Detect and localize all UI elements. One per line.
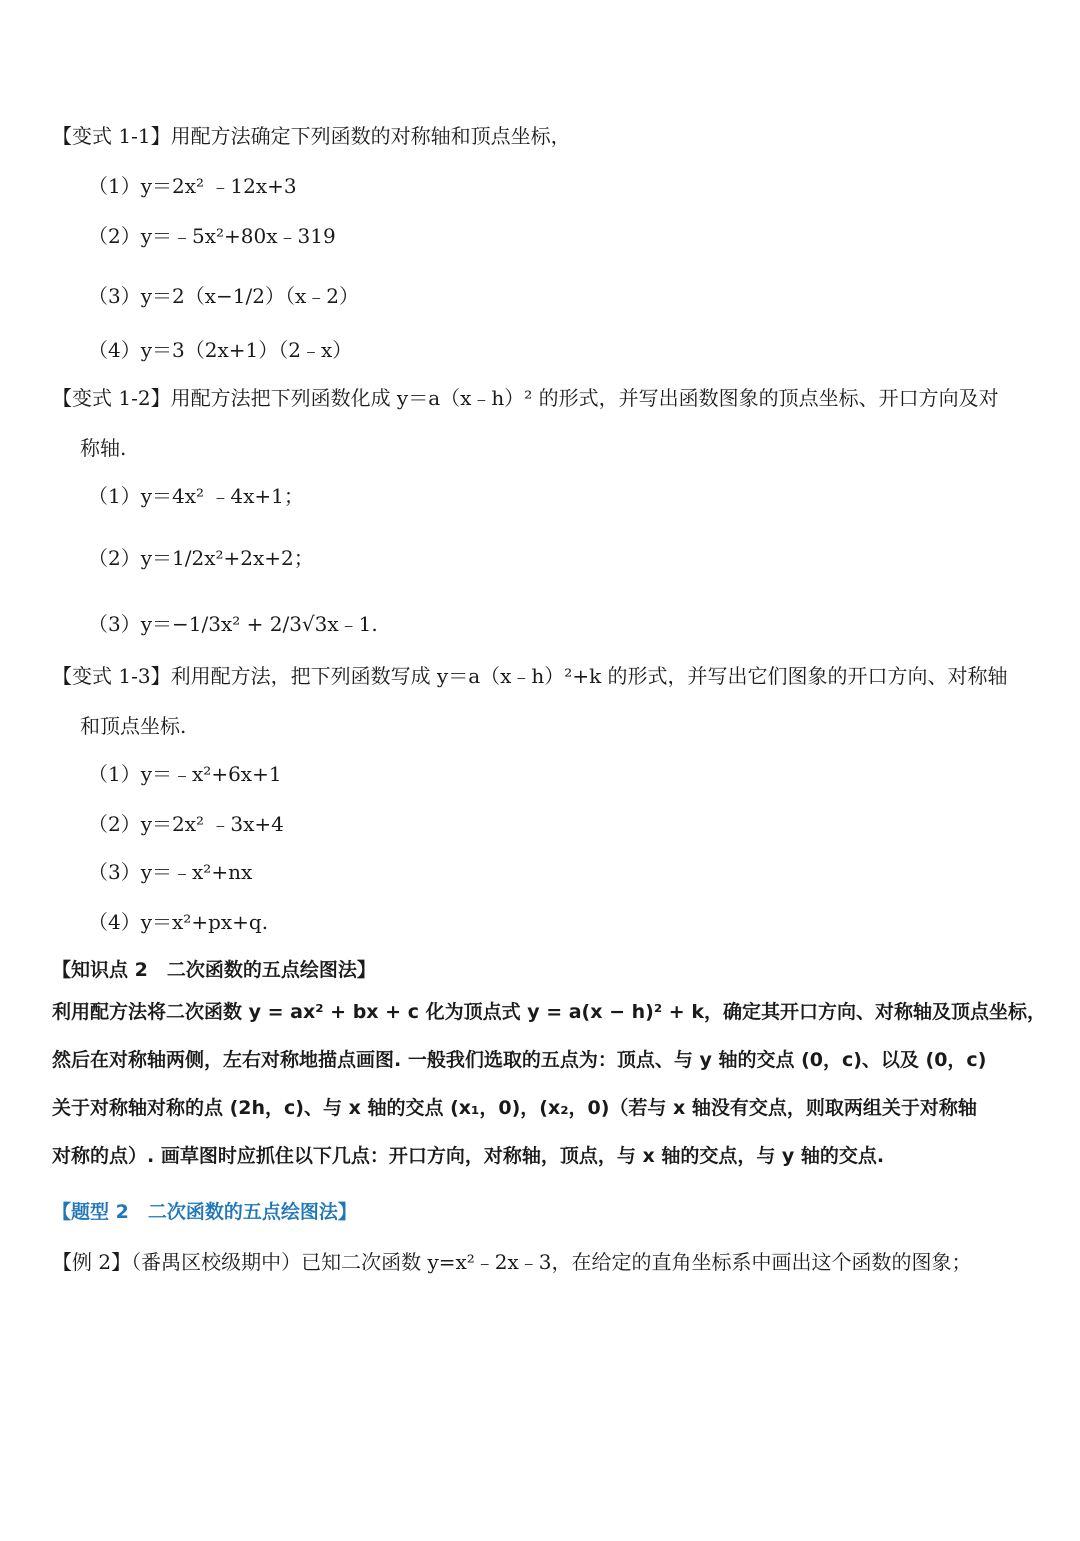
variant-1-3-item-1: （1）y＝﹣x²+6x+1 [88, 762, 282, 786]
variant-1-3-title: 【变式 1-3】利用配方法，把下列函数写成 y＝a（x﹣h）²+k 的形式，并写出它们图象的开口方向、对称轴 [52, 664, 1008, 688]
variant-1-2-item-2: （2）y＝1/2x²+2x+2； [88, 546, 314, 570]
variant-1-2-title-cont: 称轴. [80, 436, 127, 460]
knowledge-2-line-3: 关于对称轴对称的点 (2h，c)、与 x 轴的交点 (x₁，0)，(x₂，0)（若与 x 轴没有交点，则取两组关于对称轴 [52, 1097, 977, 1119]
variant-1-1-item-2: （2）y＝﹣5x²+80x﹣319 [88, 224, 336, 248]
variant-1-3-title-cont: 和顶点坐标. [80, 714, 187, 738]
variant-1-3-item-3: （3）y＝﹣x²+nx [88, 860, 253, 884]
variant-1-1-title: 【变式 1-1】用配方法确定下列函数的对称轴和顶点坐标， [52, 124, 571, 148]
example-2-text: 【例 2】（番禺区校级期中）已知二次函数 y=x²﹣2x﹣3，在给定的直角坐标系中画出这个函数的图象； [52, 1250, 972, 1274]
variant-1-3-item-2: （2）y＝2x² ﹣3x+4 [88, 812, 284, 836]
knowledge-2-line-1: 利用配方法将二次函数 y = ax² + bx + c 化为顶点式 y = a(x − h)² + k，确定其开口方向、对称轴及顶点坐标， [52, 1001, 1046, 1023]
variant-1-2-item-3: （3）y＝−1/3x² + 2/3√3x﹣1. [88, 612, 378, 636]
variant-1-1-item-3: （3）y＝2（x−1/2）（x﹣2） [88, 284, 359, 308]
variant-1-2-item-1: （1）y＝4x² ﹣4x+1； [88, 484, 304, 508]
knowledge-2-line-4: 对称的点）. 画草图时应抓住以下几点：开口方向，对称轴，顶点，与 x 轴的交点，与 y 轴的交点. [52, 1145, 885, 1167]
variant-1-3-item-4: （4）y＝x²+px+q. [88, 910, 269, 934]
variant-1-1-item-4: （4）y＝3（2x+1）（2﹣x） [88, 338, 353, 362]
variant-1-2-title: 【变式 1-2】用配方法把下列函数化成 y＝a（x﹣h）² 的形式，并写出函数图象的顶点坐标、开口方向及对 [52, 386, 999, 410]
knowledge-2-line-2: 然后在对称轴两侧，左右对称地描点画图. 一般我们选取的五点为：顶点、与 y 轴的交点 (0，c)、以及 (0，c) [52, 1049, 987, 1071]
type-2-title: 【题型 2 二次函数的五点绘图法】 [52, 1201, 357, 1223]
knowledge-2-title: 【知识点 2 二次函数的五点绘图法】 [52, 959, 376, 981]
variant-1-1-item-1: （1）y＝2x² ﹣12x+3 [88, 174, 297, 198]
